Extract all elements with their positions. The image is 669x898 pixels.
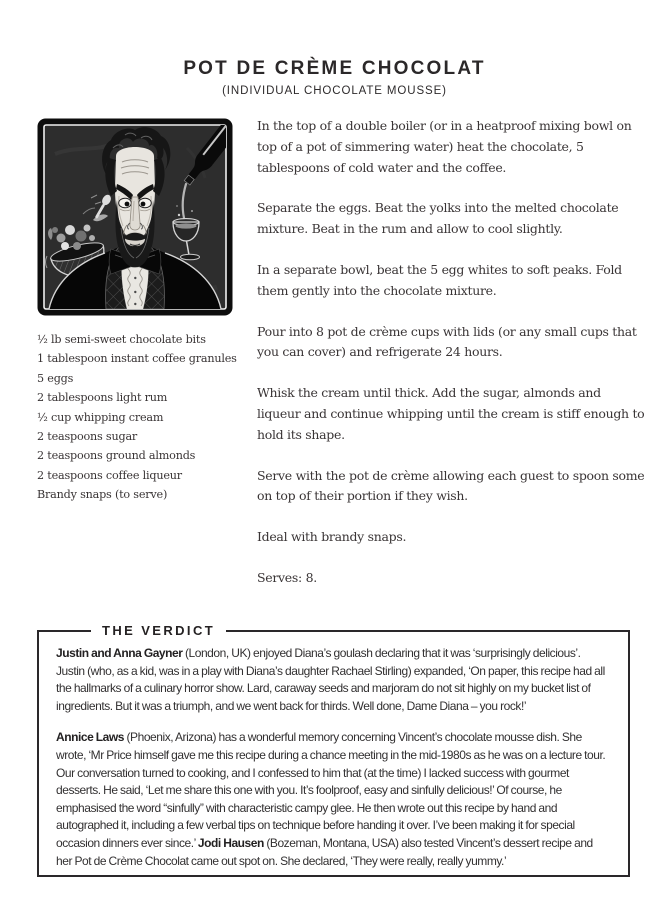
ingredient-item: 5 eggs [37,371,74,385]
tester-name: Jodi Hausen [197,835,264,850]
verdict-paragraphs [39,632,628,875]
verdict-section [37,623,630,877]
instruction-paragraph: In a separate bowl, beat the 5 egg whites to soft peaks. Fold them gently into the chocolate mixture. [257,261,622,298]
instruction-paragraph: Serve with the pot de crème allowing each guest to spoon some on top of their portion if they wish. [257,467,645,504]
instruction-paragraph: Whisk the cream until thick. Add the sugar, almonds and liqueur and continue whipping until the cream is stiff enough to hold its shape. [257,385,645,442]
vincent-price-caricature-illustration [37,118,233,316]
instruction-paragraph: Ideal with brandy snaps. [257,529,407,545]
verdict-text: (London, UK) enjoyed Diana’s goulash declaring that it was ‘surprisingly delicious’. Justin (who, as a kid, was in a play with Diana’s daughter Rachael Stirling) expanded, ‘On paper, this recipe had all the hallmarks of a culinary horror show. Lard, caraway seeds and marjoram do not sit highly on my bucket list of ingredients. But it was a triumph, and we went back for thirds. Well done, Dame Diana – you rock!’ [56,646,605,713]
verdict-heading: THE VERDICT [91,622,226,640]
ingredient-item: Brandy snaps (to serve) [37,488,168,502]
instruction-paragraph: Separate the eggs. Beat the yolks into the melted chocolate mixture. Beat in the rum and allow to cool slightly. [257,200,619,237]
ingredient-item: 1 tablespoon instant coffee granules [37,352,237,366]
page-title: POT DE CRÈME CHOCOLAT [183,58,486,79]
instruction-paragraph: Serves: 8. [257,569,317,585]
tester-name: Annice Laws [56,730,125,745]
instructions-column [257,116,647,609]
verdict-text: (Phoenix, Arizona) has a wonderful memory concerning Vincent’s chocolate mousse dish. She wrote, ‘Mr Price himself gave me this recipe during a chance meeting in the mid-1980s as he was on a lecture tour. Our conversation turned to cooking, and I confessed to him that (at the time) I lacked success with gourmet desserts. He said, ‘Let me share this one with you. It’s foolproof, easy and sinfully delicious!’ Of course, he emphasised the word “sinfully” with characteristic campy glee. He then wrote out this recipe by hand and autographed it, including a few verbal tips on technique before handing it over. I’ve been making it for special occasion dinners ever since.’ [56,730,606,850]
ingredient-item: 2 teaspoons sugar [37,430,138,444]
left-column [37,118,237,505]
verdict-paragraph [56,729,611,870]
verdict-text: (Bozeman, Montana, USA) also tested Vincent’s dessert recipe and her Pot de Crème Chocolat came out spot on. She declared, ‘They were really, really yummy.’ [56,835,593,868]
instruction-paragraph: In the top of a double boiler (or in a heatproof mixing bowl on top of a pot of simmering water) heat the chocolate, 5 tablespoons of cold water and the coffee. [257,118,632,175]
ingredient-item: 2 teaspoons ground almonds [37,449,196,463]
ingredient-item: 2 teaspoons coffee liqueur [37,468,182,482]
page-subtitle: (INDIVIDUAL CHOCOLATE MOUSSE) [222,85,447,97]
verdict-paragraph [56,645,611,715]
tester-name: Justin and Anna Gayner [56,646,183,660]
ingredient-item: ½ cup whipping cream [37,410,164,424]
ingredients-list [37,330,237,505]
ingredient-item: 2 tablespoons light rum [37,391,168,405]
instruction-paragraph: Pour into 8 pot de crème cups with lids (or any small cups that you can cover) and refrigerate 24 hours. [257,323,637,360]
page-header [0,58,669,97]
ingredient-item: ½ lb semi-sweet chocolate bits [37,333,206,346]
